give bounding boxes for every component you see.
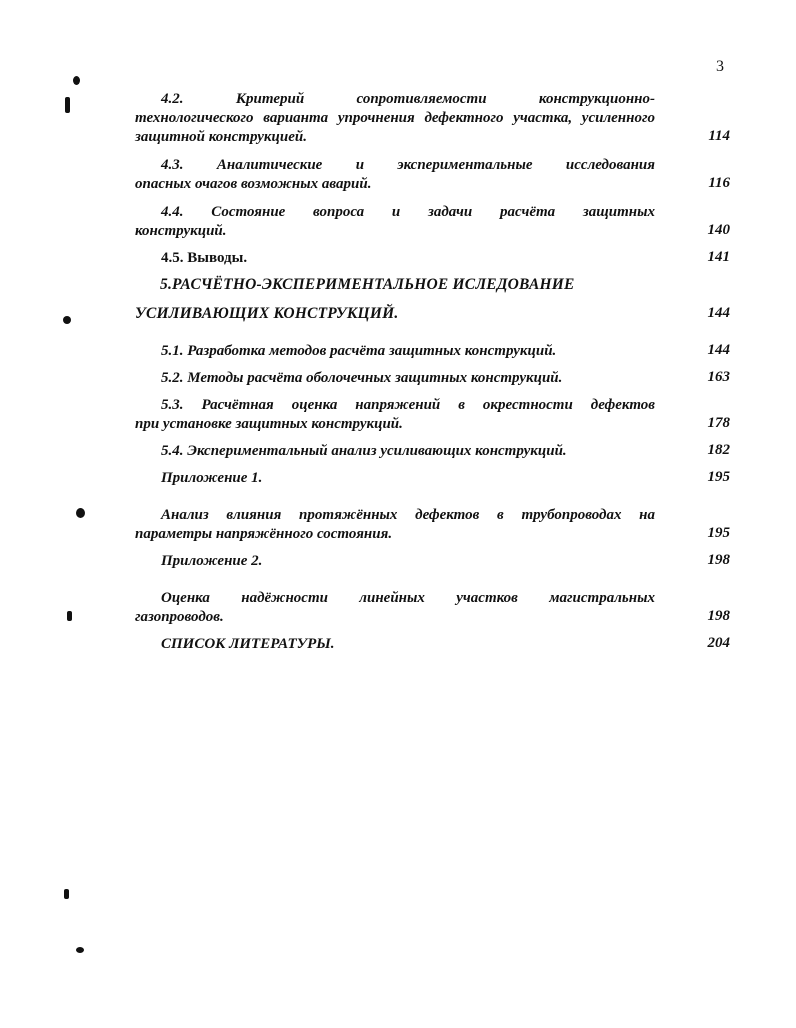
- toc-page-number: 182: [707, 442, 730, 458]
- toc-entry-title-line: 5.1. Разработка методов расчёта защитных конструкций.: [161, 343, 557, 359]
- toc-page-number: 204: [707, 635, 730, 651]
- toc-page-number: 178: [707, 415, 730, 431]
- chapter-5-heading-line1: 5.РАСЧЁТНО-ЭКСПЕРИМЕНТАЛЬНОЕ ИСЛЕДОВАНИЕ: [160, 276, 575, 293]
- appendix-2-entry: [135, 589, 655, 627]
- scan-speck: [76, 947, 84, 953]
- toc-entry-title-line: СПИСОК ЛИТЕРАТУРЫ.: [161, 636, 335, 652]
- scan-speck: [64, 889, 69, 899]
- toc-entry-title-line: Анализ влияния протяжённых дефектов в трубопроводах на: [161, 507, 655, 523]
- page-number: 3: [716, 58, 724, 75]
- toc-entry-4-3: [135, 156, 655, 194]
- toc-entry-5-3: [135, 396, 655, 434]
- toc-entry-4-2: [135, 90, 655, 147]
- scan-speck: [63, 316, 71, 324]
- scan-speck: [76, 508, 85, 518]
- toc-entry-title-line: 5.3. Расчётная оценка напряжений в окрестности дефектов: [161, 397, 655, 413]
- toc-page-number: 198: [707, 608, 730, 624]
- toc-entry-5-4: [135, 442, 655, 461]
- toc-page-number: 141: [707, 249, 730, 265]
- toc-entry-title-line: 4.4. Состояние вопроса и задачи расчёта защитных: [161, 204, 655, 220]
- toc-page-number: 144: [707, 342, 730, 358]
- appendix-1-title: [135, 469, 655, 488]
- toc-entry-title-line: 5.4. Экспериментальный анализ усиливающих конструкций.: [161, 443, 567, 459]
- toc-page-number: 195: [707, 525, 730, 541]
- toc-entry-title-rest: газопроводов.: [135, 609, 224, 625]
- toc-entry-title-rest: опасных очагов возможных аварий.: [135, 176, 372, 192]
- chapter-5-heading-line2: УСИЛИВАЮЩИХ КОНСТРУКЦИЙ.: [135, 305, 399, 322]
- toc-page-number: 114: [708, 128, 730, 144]
- toc-page-number: 144: [707, 305, 730, 321]
- scan-speck: [73, 76, 80, 85]
- toc-entry-title-line: 4.5. Выводы.: [161, 250, 248, 266]
- scan-speck: [65, 97, 70, 113]
- toc-entry-5-2: [135, 369, 655, 388]
- toc-entry-5-1: [135, 342, 655, 361]
- toc-entry-title-rest: параметры напряжённого состояния.: [135, 526, 393, 542]
- appendix-2-title: [135, 552, 655, 571]
- toc-page-number: 163: [707, 369, 730, 385]
- scan-speck: [67, 611, 72, 621]
- toc-page-number: 195: [707, 469, 730, 485]
- toc-entry-title-line: 4.2. Критерий сопротивляемости конструкционно-: [161, 91, 655, 107]
- appendix-1-entry: [135, 506, 655, 544]
- toc-page-number: 198: [707, 552, 730, 568]
- toc-entry-4-4: [135, 203, 655, 241]
- toc-entry-title-line: 4.3. Аналитические и экспериментальные исследования: [161, 157, 655, 173]
- toc-entry-title-line: Приложение 1.: [161, 470, 263, 486]
- toc-entry-title-line: 5.2. Методы расчёта оболочечных защитных конструкций.: [161, 370, 563, 386]
- toc-entry-title-line: Приложение 2.: [161, 553, 263, 569]
- toc-entry-title-rest: конструкций.: [135, 223, 227, 239]
- toc-page-number: 116: [708, 175, 730, 191]
- toc-entry-title-rest: технологического варианта упрочнения дефектного участка, усиленного защитной конструкцией.: [135, 110, 655, 145]
- toc-entry-title-line: Оценка надёжности линейных участков магистральных: [161, 590, 655, 606]
- toc-entry-4-5: [135, 249, 655, 268]
- toc-page-number: 140: [707, 222, 730, 238]
- references-entry: [135, 635, 655, 654]
- toc-entry-title-rest: при установке защитных конструкций.: [135, 416, 403, 432]
